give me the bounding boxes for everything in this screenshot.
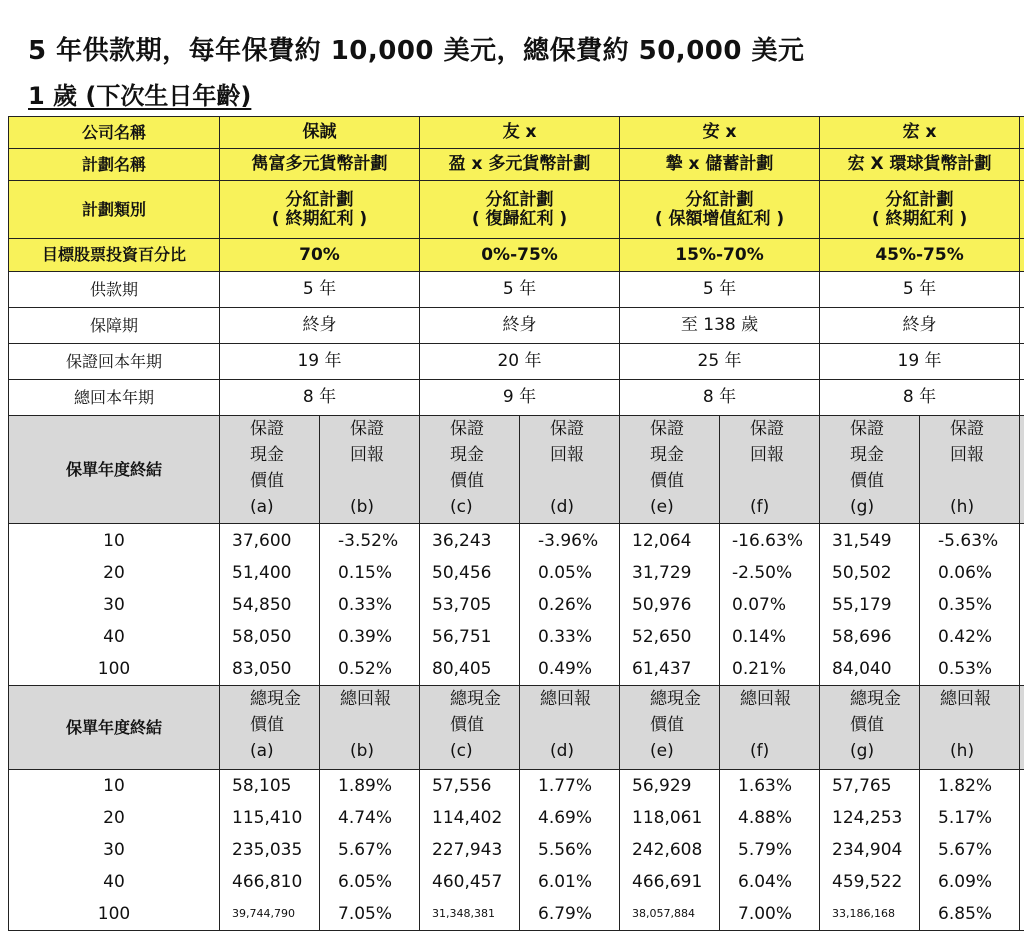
- total-col-header: [520, 686, 620, 770]
- edge-cell: [1020, 344, 1024, 380]
- return-cell: 7.05%: [338, 904, 393, 924]
- header-text: 保證 現金 價值: [850, 419, 885, 491]
- value-cell: 235,035: [232, 840, 303, 860]
- year-cell: 100: [97, 658, 131, 679]
- value-cell: 124,253: [832, 808, 903, 828]
- value-column: [620, 524, 720, 686]
- edge-cell: [1020, 524, 1024, 686]
- coverage-cell: 終身: [820, 308, 1020, 344]
- header-text: 保證 回報: [750, 419, 785, 465]
- equity-cell: 45%-75%: [820, 239, 1020, 272]
- return-cell: 0.07%: [732, 594, 787, 615]
- value-column: [820, 770, 920, 931]
- return-column: [320, 524, 420, 686]
- return-cell: 5.67%: [938, 840, 993, 860]
- value-cell: 51,400: [232, 562, 292, 583]
- return-cell: 5.17%: [938, 808, 993, 828]
- premium-term-cell: 5 年: [820, 272, 1020, 308]
- value-cell: 39,744,790: [232, 907, 295, 920]
- guaranteed-policy-year-label: 保單年度終結: [9, 416, 220, 524]
- value-cell: 12,064: [632, 530, 692, 551]
- header-letter: (b): [350, 741, 375, 761]
- coverage-cell: 終身: [220, 308, 420, 344]
- premium-term-cell: 5 年: [420, 272, 620, 308]
- header-text: 總回報: [540, 689, 591, 709]
- value-column: [220, 770, 320, 931]
- year-cell: 10: [103, 530, 125, 551]
- type-line2: ( 終期紅利 ): [871, 208, 968, 229]
- value-cell: 58,050: [232, 626, 292, 647]
- type-row: [9, 181, 1024, 239]
- header-text: 保證 回報: [550, 419, 584, 465]
- header-letter: (a): [250, 741, 274, 761]
- company-cell: 友 x: [420, 117, 620, 149]
- value-cell: 118,061: [632, 808, 703, 828]
- company-cell: 保誠: [220, 117, 420, 149]
- type-cell: [820, 181, 1020, 239]
- edge-cell: [1020, 416, 1024, 524]
- total-breakeven-cell: 8 年: [220, 380, 420, 416]
- value-column: [420, 524, 520, 686]
- return-column: [720, 770, 820, 931]
- year-column: [9, 524, 220, 686]
- page-title: 5 年供款期，每年保費約 10,000 美元，總保費約 50,000 美元: [28, 36, 805, 66]
- company-label: 公司名稱: [9, 117, 220, 149]
- header-letter: (h): [950, 741, 975, 761]
- age-subtitle: 1 歲 (下次生日年齡): [28, 82, 252, 110]
- equity-cell: 0%-75%: [420, 239, 620, 272]
- header-letter: (f): [750, 741, 770, 761]
- edge-cell: [1020, 380, 1024, 416]
- value-cell: 36,243: [432, 530, 492, 551]
- equity-cell: 70%: [220, 239, 420, 272]
- return-cell: 7.00%: [738, 904, 793, 924]
- return-cell: 4.88%: [738, 808, 793, 828]
- value-cell: 37,600: [232, 530, 292, 551]
- value-cell: 58,105: [232, 776, 292, 796]
- value-cell: 57,765: [832, 776, 892, 796]
- plan-cell: 盈 x 多元貨幣計劃: [420, 149, 620, 181]
- edge-cell: [1020, 308, 1024, 344]
- header-text: 總現金 價值: [250, 689, 301, 735]
- header-text: 總現金 價值: [450, 689, 501, 735]
- header-letter: (h): [950, 497, 975, 517]
- plan-cell: 宏 X 環球貨幣計劃: [820, 149, 1020, 181]
- guaranteed-col-header: [320, 416, 420, 524]
- year-cell: 20: [103, 808, 125, 828]
- header-letter: (c): [450, 741, 473, 761]
- value-cell: 33,186,168: [832, 907, 896, 920]
- return-column: [720, 524, 820, 686]
- equity-label: 目標股票投資百分比: [9, 239, 220, 272]
- value-cell: 114,402: [432, 808, 503, 828]
- return-cell: 0.05%: [538, 562, 593, 583]
- return-cell: 4.74%: [338, 808, 393, 828]
- return-cell: 0.06%: [938, 562, 993, 583]
- total-values-row: [9, 770, 1024, 931]
- header-letter: (d): [550, 741, 575, 761]
- total-col-header: [320, 686, 420, 770]
- value-cell: 50,456: [432, 562, 492, 583]
- total-breakeven-cell: 9 年: [420, 380, 620, 416]
- return-column: [920, 524, 1020, 686]
- guaranteed-col-header: [720, 416, 820, 524]
- total-col-header: [220, 686, 320, 770]
- return-cell: 4.69%: [538, 808, 593, 828]
- header-letter: (g): [850, 497, 875, 517]
- value-cell: 53,705: [432, 594, 492, 615]
- header-letter: (d): [550, 497, 575, 517]
- value-cell: 57,556: [432, 776, 492, 796]
- plan-row: [9, 149, 1024, 181]
- header-letter: (e): [650, 497, 674, 517]
- coverage-row: [9, 308, 1024, 344]
- header-letter: (b): [350, 497, 375, 517]
- total-col-header: [620, 686, 720, 770]
- guaranteed-col-header: [620, 416, 720, 524]
- value-cell: 55,179: [832, 594, 892, 615]
- equity-cell: 15%-70%: [620, 239, 820, 272]
- return-cell: 6.04%: [738, 872, 793, 892]
- company-cell: 宏 x: [820, 117, 1020, 149]
- return-cell: -2.50%: [732, 562, 793, 583]
- guaranteed-breakeven-row: [9, 344, 1024, 380]
- total-policy-year-label: 保單年度終結: [9, 686, 220, 770]
- coverage-label: 保障期: [9, 308, 220, 344]
- value-cell: 460,457: [432, 872, 503, 892]
- header-text: 總現金 價值: [650, 689, 702, 735]
- return-cell: 0.33%: [538, 626, 593, 647]
- edge-cell: [1020, 117, 1024, 149]
- return-cell: 0.21%: [732, 658, 787, 679]
- premium-term-cell: 5 年: [620, 272, 820, 308]
- return-cell: 6.79%: [538, 904, 593, 924]
- year-cell: 100: [97, 904, 131, 924]
- guaranteed-values-row: [9, 524, 1024, 686]
- value-column: [220, 524, 320, 686]
- value-cell: 234,904: [832, 840, 903, 860]
- type-line2: ( 復歸紅利 ): [471, 208, 568, 229]
- value-cell: 56,929: [632, 776, 692, 796]
- return-cell: 5.67%: [338, 840, 393, 860]
- return-cell: 1.89%: [338, 776, 393, 796]
- return-cell: 5.79%: [738, 840, 793, 860]
- value-cell: 31,348,381: [432, 907, 495, 920]
- total-breakeven-row: [9, 380, 1024, 416]
- return-cell: 0.15%: [338, 562, 393, 583]
- total-breakeven-cell: 8 年: [820, 380, 1020, 416]
- value-cell: 115,410: [232, 808, 303, 828]
- return-cell: 0.49%: [538, 658, 593, 679]
- return-cell: 6.01%: [538, 872, 593, 892]
- guaranteed-col-header: [820, 416, 920, 524]
- value-cell: 61,437: [632, 658, 692, 679]
- total-breakeven-label: 總回本年期: [9, 380, 220, 416]
- return-cell: 0.53%: [938, 658, 993, 679]
- total-col-header: [720, 686, 820, 770]
- return-cell: 0.26%: [538, 594, 593, 615]
- header-text: 保證 回報: [950, 419, 985, 465]
- return-cell: 1.77%: [538, 776, 593, 796]
- edge-cell: [1020, 272, 1024, 308]
- value-cell: 58,696: [832, 626, 892, 647]
- guaranteed-breakeven-label: 保證回本年期: [9, 344, 220, 380]
- year-cell: 30: [103, 594, 125, 615]
- year-cell: 30: [103, 840, 125, 860]
- header-text: 總回報: [340, 689, 391, 709]
- type-line1: 分紅計劃: [685, 189, 754, 210]
- header-letter: (f): [750, 497, 770, 517]
- return-cell: 1.82%: [938, 776, 993, 796]
- value-cell: 466,691: [632, 872, 703, 892]
- year-cell: 10: [103, 776, 125, 796]
- header-text: 總回報: [940, 689, 992, 709]
- return-cell: 0.39%: [338, 626, 393, 647]
- edge-cell: [1020, 239, 1024, 272]
- premium-term-row: [9, 272, 1024, 308]
- guaranteed-col-header: [420, 416, 520, 524]
- header-letter: (a): [250, 497, 274, 517]
- coverage-cell: 終身: [420, 308, 620, 344]
- value-cell: 38,057,884: [632, 907, 695, 920]
- type-line1: 分紅計劃: [885, 189, 954, 210]
- total-col-header: [820, 686, 920, 770]
- guaranteed-header-row: [9, 416, 1024, 524]
- value-column: [620, 770, 720, 931]
- return-cell: 5.56%: [538, 840, 593, 860]
- edge-cell: [1020, 770, 1024, 931]
- value-cell: 52,650: [632, 626, 692, 647]
- header-letter: (g): [850, 741, 875, 761]
- return-cell: -5.63%: [938, 530, 999, 551]
- edge-cell: [1020, 181, 1024, 239]
- return-cell: -3.52%: [338, 530, 399, 551]
- return-column: [520, 770, 620, 931]
- total-col-header: [920, 686, 1020, 770]
- year-column: [9, 770, 220, 931]
- value-cell: 466,810: [232, 872, 303, 892]
- value-column: [420, 770, 520, 931]
- type-cell: [420, 181, 620, 239]
- return-cell: 0.35%: [938, 594, 993, 615]
- return-cell: 6.05%: [338, 872, 393, 892]
- year-cell: 40: [103, 626, 125, 647]
- return-cell: 6.09%: [938, 872, 993, 892]
- year-cell: 40: [103, 872, 125, 892]
- value-cell: 54,850: [232, 594, 292, 615]
- coverage-cell: 至 138 歲: [620, 308, 820, 344]
- plan-cell: 雋富多元貨幣計劃: [220, 149, 420, 181]
- header-text: 保證 回報: [350, 419, 384, 465]
- return-column: [520, 524, 620, 686]
- return-cell: 6.85%: [938, 904, 993, 924]
- value-cell: 50,502: [832, 562, 892, 583]
- type-cell: [220, 181, 420, 239]
- equity-row: [9, 239, 1024, 272]
- header-letter: (e): [650, 741, 674, 761]
- return-cell: 0.14%: [732, 626, 787, 647]
- total-breakeven-cell: 8 年: [620, 380, 820, 416]
- return-cell: 1.63%: [738, 776, 793, 796]
- header-text: 保證 現金 價值: [650, 419, 685, 491]
- premium-term-cell: 5 年: [220, 272, 420, 308]
- return-cell: 0.52%: [338, 658, 393, 679]
- value-cell: 80,405: [432, 658, 492, 679]
- value-column: [820, 524, 920, 686]
- company-cell: 安 x: [620, 117, 820, 149]
- edge-cell: [1020, 686, 1024, 770]
- guaranteed-breakeven-cell: 25 年: [620, 344, 820, 380]
- value-cell: 56,751: [432, 626, 492, 647]
- guaranteed-col-header: [520, 416, 620, 524]
- header-letter: (c): [450, 497, 473, 517]
- plan-label: 計劃名稱: [9, 149, 220, 181]
- type-cell: [620, 181, 820, 239]
- value-cell: 459,522: [832, 872, 903, 892]
- edge-cell: [1020, 149, 1024, 181]
- total-header-row: [9, 686, 1024, 770]
- type-label: 計劃類別: [9, 181, 220, 239]
- guaranteed-breakeven-cell: 19 年: [220, 344, 420, 380]
- type-line1: 分紅計劃: [285, 189, 354, 210]
- header-text: 總回報: [740, 689, 792, 709]
- company-row: [9, 117, 1024, 149]
- value-cell: 227,943: [432, 840, 503, 860]
- value-cell: 31,549: [832, 530, 892, 551]
- return-column: [320, 770, 420, 931]
- type-line1: 分紅計劃: [485, 189, 554, 210]
- type-line2: ( 終期紅利 ): [271, 208, 368, 229]
- guaranteed-breakeven-cell: 20 年: [420, 344, 620, 380]
- guaranteed-col-header: [920, 416, 1020, 524]
- return-cell: -16.63%: [732, 530, 803, 551]
- header-text: 總現金 價值: [850, 689, 902, 735]
- return-cell: -3.96%: [538, 530, 599, 551]
- value-cell: 242,608: [632, 840, 703, 860]
- plan-cell: 摯 x 儲蓄計劃: [620, 149, 820, 181]
- return-column: [920, 770, 1020, 931]
- return-cell: 0.33%: [338, 594, 393, 615]
- comparison-table: [8, 116, 1024, 931]
- value-cell: 84,040: [832, 658, 892, 679]
- value-cell: 83,050: [232, 658, 292, 679]
- guaranteed-breakeven-cell: 19 年: [820, 344, 1020, 380]
- header-text: 保證 現金 價值: [450, 419, 484, 491]
- type-line2: ( 保額增值紅利 ): [654, 208, 785, 229]
- value-cell: 50,976: [632, 594, 692, 615]
- year-cell: 20: [103, 562, 125, 583]
- premium-term-label: 供款期: [9, 272, 220, 308]
- total-col-header: [420, 686, 520, 770]
- header-text: 保證 現金 價值: [250, 419, 284, 491]
- value-cell: 31,729: [632, 562, 692, 583]
- guaranteed-col-header: [220, 416, 320, 524]
- return-cell: 0.42%: [938, 626, 993, 647]
